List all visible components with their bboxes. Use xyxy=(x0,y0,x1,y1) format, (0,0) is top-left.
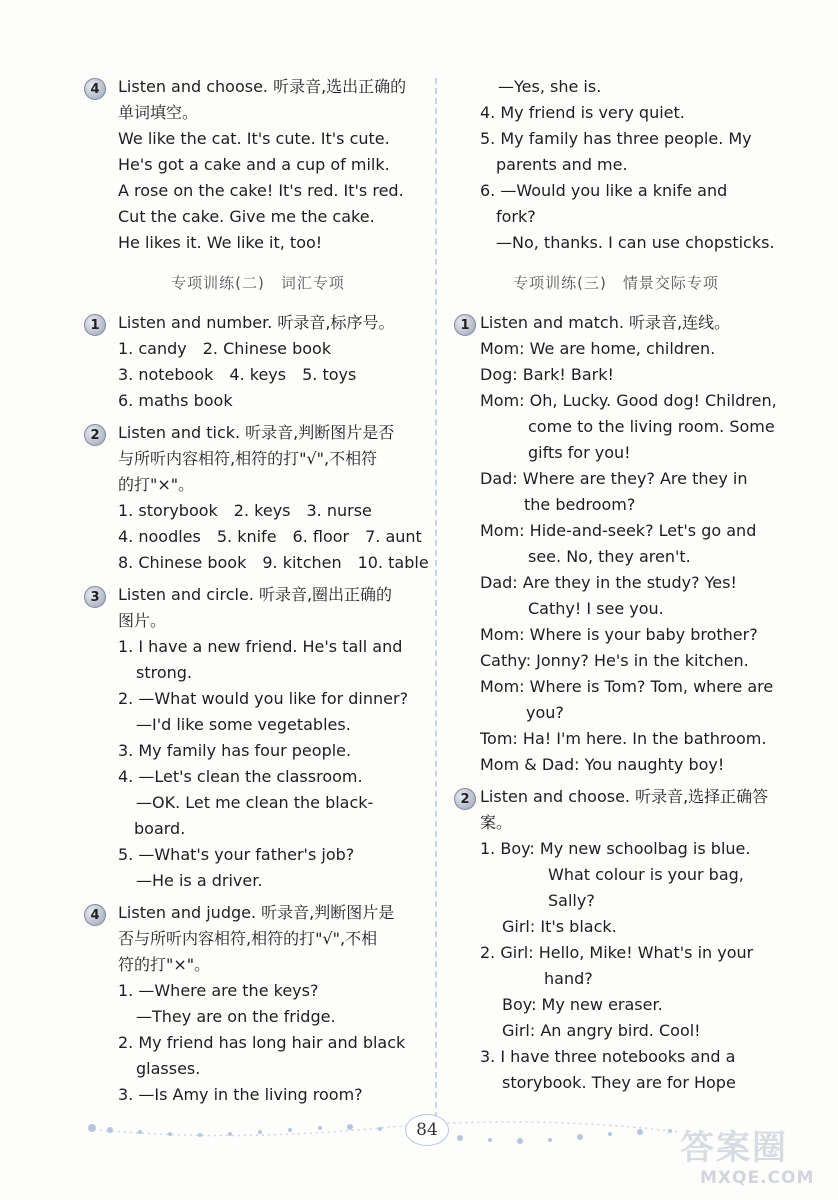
text-line: glasses. xyxy=(136,1059,201,1078)
text-line: —OK. Let me clean the black- xyxy=(136,793,374,812)
dialogue-line: the bedroom? xyxy=(524,495,636,514)
dialogue-line: Girl: An angry bird. Cool! xyxy=(502,1021,701,1040)
text-line: We like the cat. It's cute. It's cute. xyxy=(118,129,390,148)
dialogue-line: Mom: We are home, children. xyxy=(480,339,716,358)
text-line: 8. Chinese book 9. kitchen 10. table xyxy=(118,553,429,572)
instruction-line: Listen and number. 听录音,标序号。 xyxy=(118,313,395,332)
text-line: 4. —Let's clean the classroom. xyxy=(118,767,363,786)
text-line: —Yes, she is. xyxy=(498,77,602,96)
text-line: He's got a cake and a cup of milk. xyxy=(118,155,390,174)
text-line: 2. —What would you like for dinner? xyxy=(118,689,409,708)
text-line: 3. —Is Amy in the living room? xyxy=(118,1085,363,1104)
dialogue-line: Mom: Where is Tom? Tom, where are xyxy=(480,677,774,696)
text-line: 与所听内容相符,相符的打"√",不相符 xyxy=(118,449,378,468)
exercise-2 xyxy=(88,420,428,576)
text-line: 1. storybook 2. keys 3. nurse xyxy=(118,501,372,520)
exercise-1 xyxy=(88,310,428,414)
text-line: 图片。 xyxy=(118,611,167,630)
instruction-line: Listen and judge. 听录音,判断图片是 xyxy=(118,903,395,922)
dialogue-line: Tom: Ha! I'm here. In the bathroom. xyxy=(480,729,767,748)
dialogue-line: come to the living room. Some xyxy=(528,417,775,436)
text-line: 案。 xyxy=(480,813,513,832)
text-line: Cut the cake. Give me the cake. xyxy=(118,207,375,226)
exercise-4-top xyxy=(88,74,428,256)
text-line: 3. notebook 4. keys 5. toys xyxy=(118,365,357,384)
dialogue-line: Mom & Dad: You naughty boy! xyxy=(480,755,725,774)
text-line: —No, thanks. I can use chopsticks. xyxy=(496,233,775,252)
instruction-line: Listen and circle. 听录音,圈出正确的 xyxy=(118,585,393,604)
text-line: 单词填空。 xyxy=(118,103,199,122)
dialogue-line: you? xyxy=(526,703,564,722)
exercise-number-badge: 1 xyxy=(454,314,476,336)
exercise-number-badge: 3 xyxy=(84,586,106,608)
text-line: 1. candy 2. Chinese book xyxy=(118,339,332,358)
text-line: 4. My friend is very quiet. xyxy=(480,103,685,122)
watermark-url: MXQE.COM xyxy=(700,1168,815,1188)
text-line: 3. I have three notebooks and a xyxy=(480,1047,736,1066)
dialogue-line: Cathy! I see you. xyxy=(528,599,664,618)
text-line: 1. —Where are the keys? xyxy=(118,981,319,1000)
text-line: 的打"×"。 xyxy=(118,475,195,494)
dialogue-line: Boy: My new eraser. xyxy=(502,995,663,1014)
text-line: —They are on the fridge. xyxy=(136,1007,336,1026)
left-column xyxy=(88,74,428,1108)
dialogue-line: What colour is your bag, xyxy=(548,865,744,884)
dialogue-line: Dog: Bark! Bark! xyxy=(480,365,614,384)
exercise-4 xyxy=(88,900,428,1108)
exercise-number-badge: 4 xyxy=(84,904,106,926)
exercise-number-badge: 1 xyxy=(84,314,106,336)
dialogue-line: 1. Boy: My new schoolbag is blue. xyxy=(480,839,751,858)
dialogue-line: Dad: Where are they? Are they in xyxy=(480,469,748,488)
column-divider xyxy=(435,78,437,1118)
text-line: strong. xyxy=(136,663,193,682)
text-line: 4. noodles 5. knife 6. floor 7. aunt xyxy=(118,527,422,546)
section-title-2: 专项训练(二) 词汇专项 xyxy=(171,274,345,292)
text-line: fork? xyxy=(496,207,536,226)
dialogue-line: Girl: It's black. xyxy=(502,917,617,936)
text-line: 1. I have a new friend. He's tall and xyxy=(118,637,403,656)
right-column xyxy=(450,74,782,1096)
dialogue-line: Mom: Where is your baby brother? xyxy=(480,625,758,644)
text-line: 3. My family has four people. xyxy=(118,741,352,760)
text-line: 否与所听内容相符,相符的打"√",不相 xyxy=(118,929,378,948)
text-line: parents and me. xyxy=(496,155,628,174)
text-line: 6. maths book xyxy=(118,391,233,410)
instruction-line: Listen and match. 听录音,连线。 xyxy=(480,313,731,332)
exercise-1-right xyxy=(450,310,782,778)
text-line: 5. My family has three people. My xyxy=(480,129,752,148)
dialogue-line: Dad: Are they in the study? Yes! xyxy=(480,573,737,592)
text-line: He likes it. We like it, too! xyxy=(118,233,323,252)
text-line: storybook. They are for Hope xyxy=(502,1073,736,1092)
dialogue-line: Sally? xyxy=(548,891,595,910)
dialogue-line: gifts for you! xyxy=(528,443,631,462)
exercise-2-right xyxy=(450,784,782,1096)
page-number: 84 xyxy=(405,1114,449,1146)
text-line: 6. —Would you like a knife and xyxy=(480,181,728,200)
dialogue-line: hand? xyxy=(544,969,593,988)
text-line: board. xyxy=(134,819,186,838)
text-line: 2. My friend has long hair and black xyxy=(118,1033,406,1052)
dialogue-line: see. No, they aren't. xyxy=(528,547,691,566)
watermark-logo-text: 答案圈 xyxy=(680,1128,788,1168)
dialogue-line: Mom: Hide-and-seek? Let's go and xyxy=(480,521,757,540)
instruction-line: Listen and tick. 听录音,判断图片是否 xyxy=(118,423,395,442)
section-title-3: 专项训练(三) 情景交际专项 xyxy=(513,274,719,292)
dialogue-line: Cathy: Jonny? He's in the kitchen. xyxy=(480,651,749,670)
exercise-3 xyxy=(88,582,428,894)
text-line: 5. —What's your father's job? xyxy=(118,845,355,864)
site-watermark xyxy=(680,1120,830,1192)
text-line: 符的打"×"。 xyxy=(118,955,211,974)
text-line: —I'd like some vegetables. xyxy=(136,715,351,734)
text-line: A rose on the cake! It's red. It's red. xyxy=(118,181,404,200)
exercise-number-badge: 2 xyxy=(454,788,476,810)
dialogue-line: Mom: Oh, Lucky. Good dog! Children, xyxy=(480,391,777,410)
exercise-number-badge: 2 xyxy=(84,424,106,446)
instruction-line: Listen and choose. 听录音,选出正确的 xyxy=(118,77,407,96)
exercise-number-badge: 4 xyxy=(84,78,106,100)
text-line: —He is a driver. xyxy=(136,871,263,890)
dialogue-line: 2. Girl: Hello, Mike! What's in your xyxy=(480,943,754,962)
instruction-line: Listen and choose. 听录音,选择正确答 xyxy=(480,787,769,806)
